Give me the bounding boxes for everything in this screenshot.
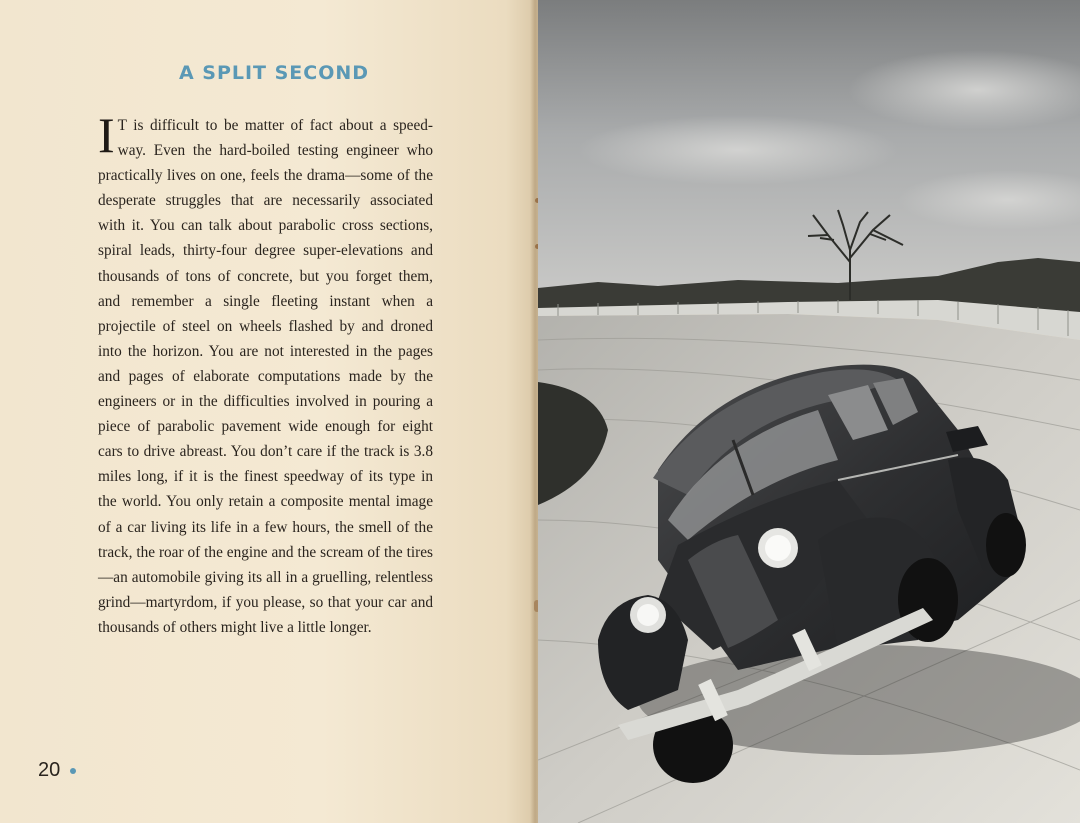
page-number-block	[38, 759, 76, 782]
body-paragraph	[98, 107, 433, 640]
left-page	[0, 0, 538, 823]
page-number-dot-icon	[70, 768, 76, 774]
page-number: 20	[38, 759, 61, 781]
right-page-photo	[538, 0, 1080, 823]
cloud	[578, 115, 898, 185]
page-title: A SPLIT SECOND	[178, 62, 370, 84]
drop-cap: I	[98, 107, 115, 163]
speedway-car-photo	[538, 0, 1080, 823]
paragraph-text: T is difficult to be matter of fact about a speed-way. Even the hard-boiled testing engineer who practically lives on one, feels the drama—some of the desperate struggles that are necessarily associated with it. You can talk about parabolic cross sections, spiral leads, thirty-four degree super-elevations and thousands of tons of concrete, but you forget them, and remember a single fleeting instant when a projectile of steel on wheels flashed by and droned into the horizon. You are not interested in the pages and pages of elaborate computations made by the engineers or in the difficulties involved in pouring a piece of parabolic pavement wide enough for eight cars to drive abreast. You don’t care if the track is 3.8 miles long, if it is the finest speedway of its type in the world. You only retain a composite mental image of a car living its life in a few hours, the smell of the track, the roar of the engine and the scream of the tires—an automobile giving its all in a gruelling, relentless grind—martyrdom, if you please, so that your car and thousands of others might live a little longer.	[98, 117, 433, 636]
